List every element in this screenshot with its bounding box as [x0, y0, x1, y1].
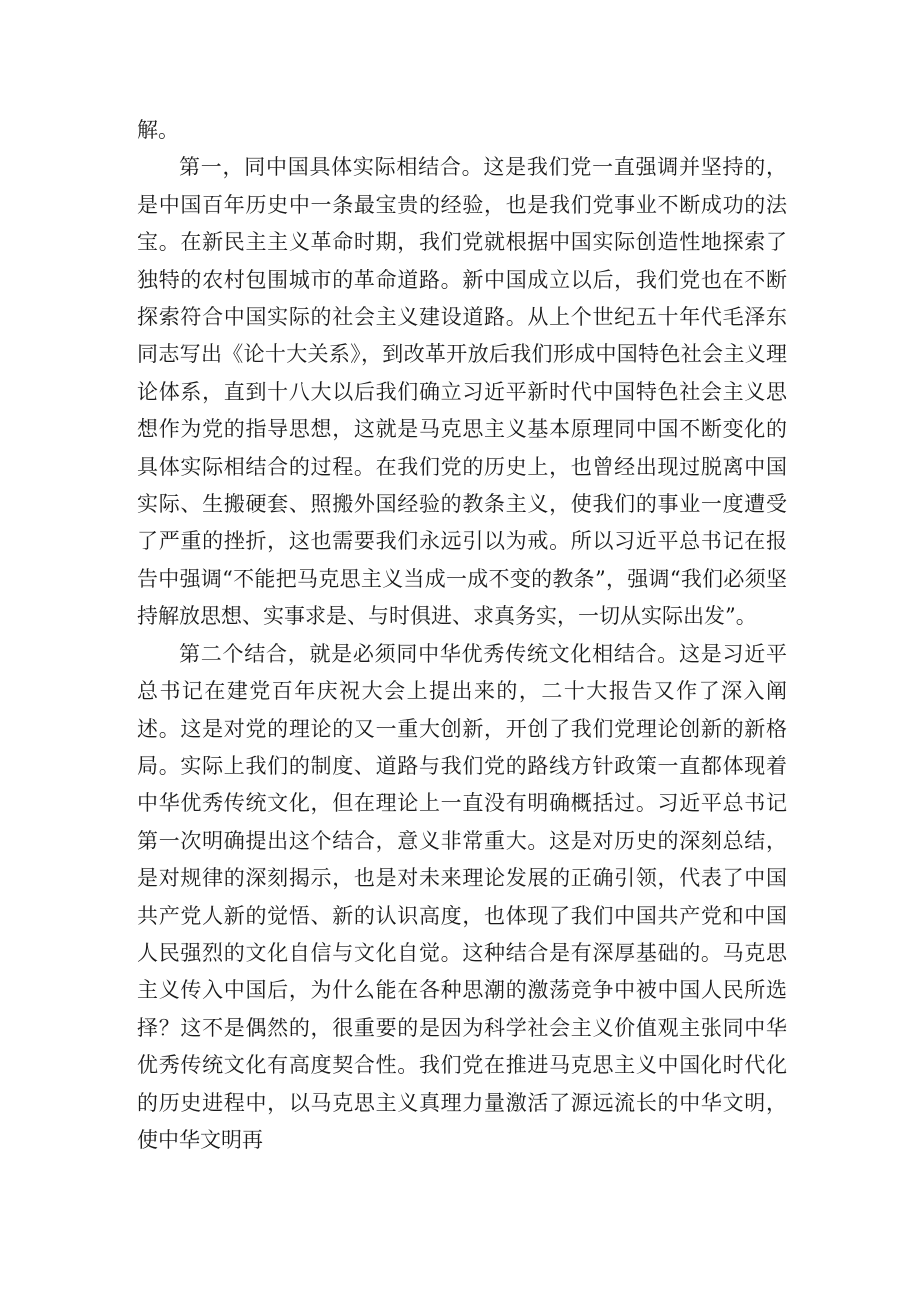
document-body	[137, 112, 787, 1159]
paragraph-second-combination: 第二个结合，就是必须同中华优秀传统文化相结合。这是习近平总书记在建党百年庆祝大会上提出来的，二十大报告又作了深入阐述。这是对党的理论的又一重大创新，开创了我们党理论创新的新格局。实际上我们的制度、道路与我们党的路线方针政策一直都体现着中华优秀传统文化，但在理论上一直没有明确概括过。习近平总书记第一次明确提出这个结合，意义非常重大。这是对历史的深刻总结，是对规律的深刻揭示，也是对未来理论发展的正确引领，代表了中国共产党人新的觉悟、新的认识高度，也体现了我们中国共产党和中国人民强烈的文化自信与文化自觉。这种结合是有深厚基础的。马克思主义传入中国后，为什么能在各种思潮的激荡竞争中被中国人民所选择？这不是偶然的，很重要的是因为科学社会主义价值观主张同中华优秀传统文化有高度契合性。我们党在推进马克思主义中国化时代化的历史进程中，以马克思主义真理力量激活了源远流长的中华文明，使中华文明再	[137, 641, 787, 1152]
paragraph-continuation: 解。	[137, 118, 179, 142]
paragraph-first-combination: 第一，同中国具体实际相结合。这是我们党一直强调并坚持的，是中国百年历史中一条最宝贵的经验，也是我们党事业不断成功的法宝。在新民主主义革命时期，我们党就根据中国实际创造性地探索了独特的农村包围城市的革命道路。新中国成立以后，我们党也在不断探索符合中国实际的社会主义建设道路。从上个世纪五十年代毛泽东同志写出《论十大关系》，到改革开放后我们形成中国特色社会主义理论体系，直到十八大以后我们确立习近平新时代中国特色社会主义思想作为党的指导思想，这就是马克思主义基本原理同中国不断变化的具体实际相结合的过程。在我们党的历史上，也曾经出现过脱离中国实际、生搬硬套、照搬外国经验的教条主义，使我们的事业一度遭受了严重的挫折，这也需要我们永远引以为戒。所以习近平总书记在报告中强调“不能把马克思主义当成一成不变的教条”，强调“我们必须坚持解放思想、实事求是、与时俱进、求真务实，一切从实际出发”。	[137, 155, 787, 629]
